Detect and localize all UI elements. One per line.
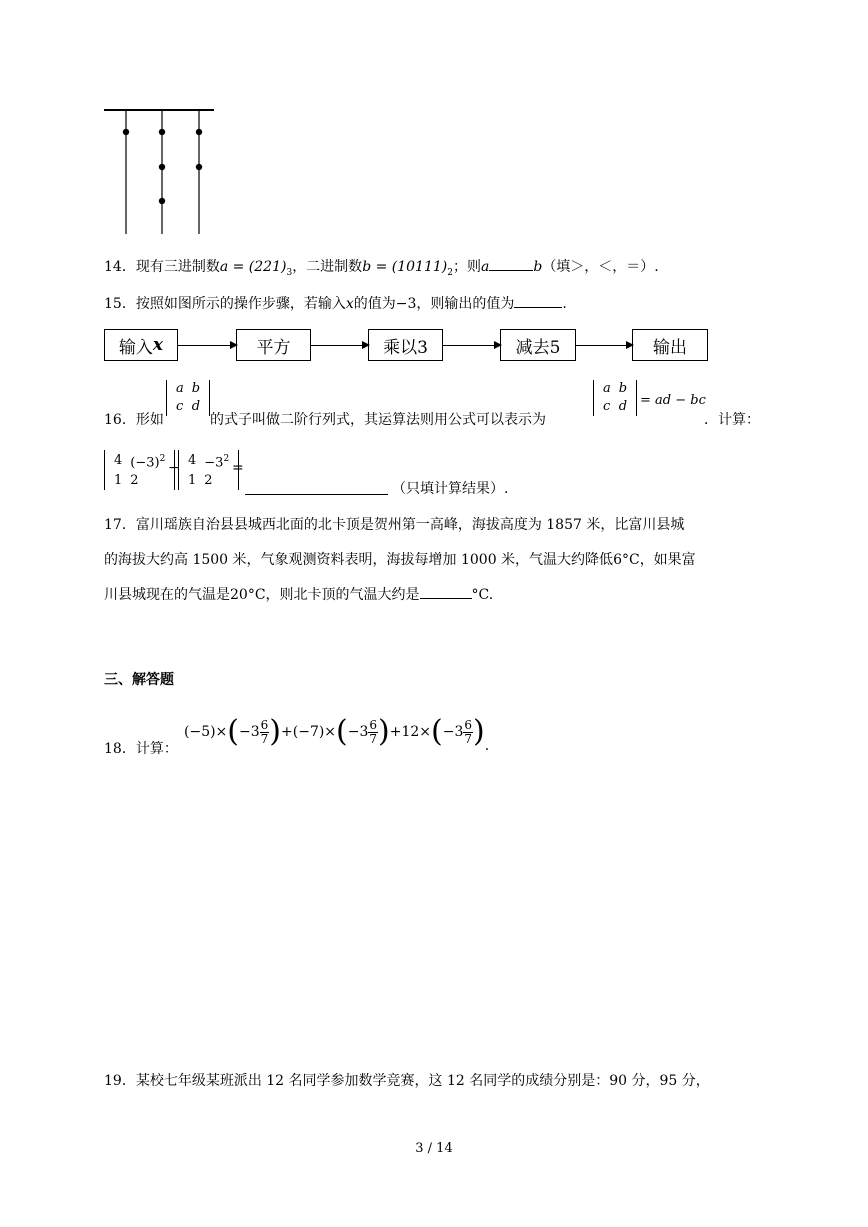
question-17-line2: 的海拔大约高 1500 米，气象观测资料表明，海拔每增加 1000 米，气温大约降低6°C，如果富 bbox=[104, 552, 696, 568]
flow-subtract-box: 减去5 bbox=[500, 329, 576, 361]
q14-b-expr: b = (10111) bbox=[362, 259, 448, 275]
q17-temp-drop: 6°C bbox=[613, 552, 640, 568]
question-19: 19．某校七年级某班派出 12 名同学参加数学竞赛，这 12 名同学的成绩分别是：90 分，95 分， bbox=[104, 1073, 710, 1089]
question-15: 15．按照如图所示的操作步骤，若输入x的值为−3，则输出的值为 . bbox=[104, 296, 567, 312]
section-heading: 三、解答题 bbox=[104, 672, 174, 688]
flow-arrow-4 bbox=[576, 345, 632, 346]
question-18-label: 18．计算： bbox=[104, 741, 178, 757]
question-14: 14．现有三进制数$a = (221)_3$，二进制数$b = (10111)_2$；则a b（填＞，＜，＝）. bbox=[104, 259, 659, 278]
q16-formula: = ad − bc bbox=[640, 393, 706, 408]
q14-answer-blank[interactable] bbox=[489, 258, 533, 271]
flow-arrow-1 bbox=[178, 345, 236, 346]
q16-answer-blank[interactable] bbox=[245, 478, 388, 495]
q16-det-generic: a b c d bbox=[166, 380, 210, 416]
figure-dot bbox=[159, 129, 165, 135]
q15-answer-blank[interactable] bbox=[514, 295, 562, 308]
flow-arrow-3 bbox=[443, 345, 500, 346]
q16-line1-mid: 的式子叫做二阶行列式，其运算法则用公式可以表示为 bbox=[210, 412, 546, 428]
q14-a-expr: a = (221) bbox=[219, 259, 287, 275]
question-17-line3: 川县城现在的气温是20°C，则北卡顶的气温大约是 °C. bbox=[104, 587, 494, 603]
flow-output-box: 输出 bbox=[632, 329, 708, 361]
q17-answer-blank[interactable] bbox=[420, 586, 472, 599]
q16-note: （只填计算结果）. bbox=[392, 481, 509, 497]
q16-minus: − bbox=[168, 460, 180, 476]
figure-dot bbox=[196, 164, 202, 170]
flow-multiply-box: 乘以3 bbox=[368, 329, 443, 361]
q16-compute-label: ．计算： bbox=[704, 412, 760, 428]
question-17-line1: 17．富川瑶族自治县县城西北面的北卡顶是贺州第一高峰，海拔高度为 1857 米，比富川县城 bbox=[104, 517, 685, 533]
flow-arrow-2 bbox=[311, 345, 368, 346]
question-16-line1: 16．形如 bbox=[104, 412, 164, 428]
counting-rod-figure bbox=[100, 104, 220, 236]
figure-dot bbox=[159, 164, 165, 170]
q16-det-1: 4 $(-3)^2$ 1 2 bbox=[104, 450, 175, 490]
flow-square-box: 平方 bbox=[236, 329, 311, 361]
figure-dot bbox=[196, 129, 202, 135]
page-number: 3 / 14 bbox=[415, 1141, 453, 1156]
q18-expression: (−5)× ( −3 $\frac{6}{7}$ ) +(−7)× ( −3 $\frac{6}{7}$ ) +12× ( −3 $\frac{6}{7}$ ) . bbox=[184, 714, 490, 754]
q16-det-formula: a b c d bbox=[593, 380, 637, 416]
q17-temp-city: 20°C bbox=[230, 587, 266, 603]
q16-equals: = bbox=[232, 460, 244, 476]
q16-det-2: 4 $-3^2$ 1 2 bbox=[178, 450, 239, 490]
figure-dot bbox=[123, 129, 129, 135]
figure-dot bbox=[159, 198, 165, 204]
flow-input-box: 输入 x bbox=[104, 329, 178, 361]
